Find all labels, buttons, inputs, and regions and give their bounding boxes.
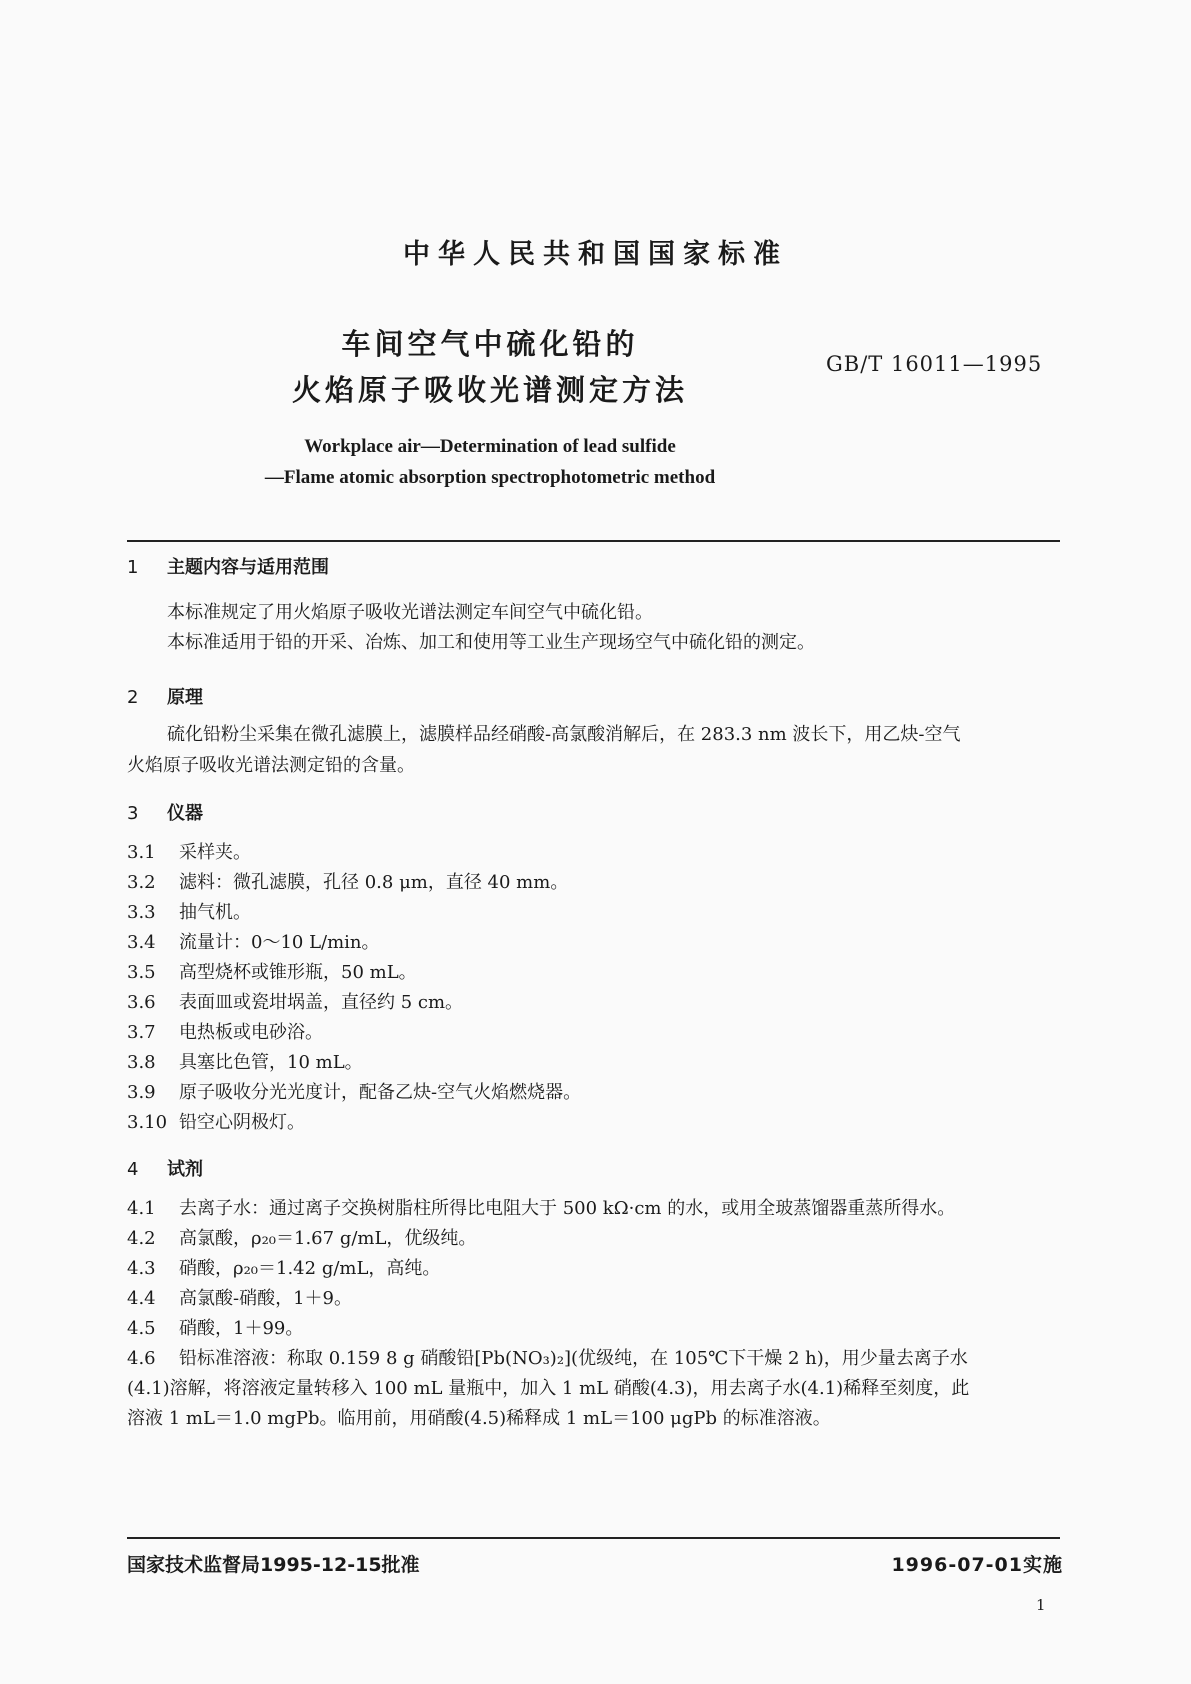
item-text: 去离子水：通过离子交换树脂柱所得比电阻大于 500 kΩ·cm 的水，或用全玻蒸馏器重蒸所得水。 [179, 1198, 956, 1219]
list-item [127, 868, 568, 894]
section-title: 试剂 [167, 1159, 203, 1180]
list-item [127, 838, 251, 864]
section-number: 1 [127, 557, 139, 578]
item-text: 高氯酸，ρ₂₀＝1.67 g/mL，优级纯。 [179, 1228, 477, 1249]
english-title-line1: Workplace air—Determination of lead sulfide [304, 436, 676, 457]
section-1-heading [127, 553, 329, 579]
item-number: 4.1 [127, 1198, 156, 1219]
section-1-paragraph-2: 本标准适用于铅的开采、冶炼、加工和使用等工业生产现场空气中硫化铅的测定。 [167, 632, 815, 653]
list-item-continuation: 溶液 1 mL＝1.0 mgPb。临用前，用硝酸(4.5)稀释成 1 mL＝100 μgPb 的标准溶液。 [127, 1408, 831, 1429]
item-number: 4.6 [127, 1348, 156, 1369]
item-text: 滤料：微孔滤膜，孔径 0.8 μm，直径 40 mm。 [179, 872, 569, 893]
list-item [127, 1254, 440, 1280]
list-item [127, 1194, 955, 1220]
section-number: 4 [127, 1159, 139, 1180]
approval-date: 国家技术监督局1995-12-15批准 [127, 1554, 420, 1576]
item-number: 4.4 [127, 1288, 156, 1309]
section-number: 3 [127, 803, 139, 824]
item-text: 采样夹。 [179, 842, 251, 863]
list-item [127, 1048, 363, 1074]
standard-code: GB/T 16011—1995 [826, 352, 1043, 376]
item-text: 硝酸，ρ₂₀＝1.42 g/mL，高纯。 [179, 1258, 441, 1279]
list-item [127, 958, 417, 984]
list-item [127, 1224, 476, 1250]
item-number: 3.8 [127, 1052, 156, 1073]
item-number: 3.5 [127, 962, 156, 983]
item-number: 4.3 [127, 1258, 156, 1279]
item-text: 具塞比色管，10 mL。 [179, 1052, 363, 1073]
document-title-line2: 火焰原子吸收光谱测定方法 [291, 373, 688, 407]
english-title-line2: —Flame atomic absorption spectrophotometric method [264, 467, 716, 488]
item-number: 3.7 [127, 1022, 156, 1043]
footer-divider [127, 1537, 1060, 1539]
list-item [127, 1314, 303, 1340]
item-text: 原子吸收分光光度计，配备乙炔-空气火焰燃烧器。 [179, 1082, 582, 1103]
item-number: 4.2 [127, 1228, 156, 1249]
section-title: 原理 [167, 687, 203, 708]
item-text: 铅空心阴极灯。 [179, 1112, 305, 1133]
list-item [127, 1344, 968, 1370]
header-divider [127, 540, 1060, 542]
item-number: 3.10 [127, 1112, 168, 1133]
item-number: 3.1 [127, 842, 156, 863]
item-text: 高氯酸-硝酸，1＋9。 [179, 1288, 352, 1309]
list-item [127, 1018, 323, 1044]
list-item [127, 1284, 352, 1310]
item-number: 3.6 [127, 992, 156, 1013]
implementation-date: 1996-07-01实施 [891, 1554, 1063, 1576]
item-number: 4.5 [127, 1318, 156, 1339]
section-2-paragraph-line2: 火焰原子吸收光谱法测定铅的含量。 [127, 755, 415, 776]
list-item-continuation: (4.1)溶解，将溶液定量转移入 100 mL 量瓶中，加入 1 mL 硝酸(4.3)，用去离子水(4.1)稀释至刻度，此 [127, 1378, 970, 1399]
item-number: 3.3 [127, 902, 156, 923]
item-text: 抽气机。 [179, 902, 251, 923]
section-3-heading [127, 799, 203, 825]
document-title-line1: 车间空气中硫化铅的 [341, 327, 639, 361]
list-item [127, 988, 463, 1014]
list-item [127, 898, 251, 924]
list-item [127, 1108, 305, 1134]
item-text: 硝酸，1＋99。 [179, 1318, 304, 1339]
section-2-heading [127, 683, 203, 709]
item-number: 3.9 [127, 1082, 156, 1103]
national-standard-heading: 中华人民共和国国家标准 [403, 239, 788, 270]
section-title: 主题内容与适用范围 [167, 557, 329, 578]
item-number: 3.2 [127, 872, 156, 893]
item-text: 流量计：0～10 L/min。 [179, 932, 380, 953]
item-text: 表面皿或瓷坩埚盖，直径约 5 cm。 [179, 992, 464, 1013]
section-1-paragraph-1: 本标准规定了用火焰原子吸收光谱法测定车间空气中硫化铅。 [167, 602, 653, 623]
item-text: 电热板或电砂浴。 [179, 1022, 323, 1043]
item-number: 3.4 [127, 932, 156, 953]
section-number: 2 [127, 687, 139, 708]
item-text: 铅标准溶液：称取 0.159 8 g 硝酸铅[Pb(NO₃)₂](优级纯，在 105℃下干燥 2 h)，用少量去离子水 [179, 1348, 968, 1369]
section-2-paragraph-line1: 硫化铅粉尘采集在微孔滤膜上，滤膜样品经硝酸-高氯酸消解后，在 283.3 nm 波长下，用乙炔-空气 [167, 724, 961, 745]
list-item [127, 1078, 581, 1104]
item-text: 高型烧杯或锥形瓶，50 mL。 [179, 962, 417, 983]
section-title: 仪器 [167, 803, 203, 824]
page-number: 1 [1036, 1596, 1046, 1614]
list-item [127, 928, 380, 954]
section-4-heading [127, 1155, 203, 1181]
